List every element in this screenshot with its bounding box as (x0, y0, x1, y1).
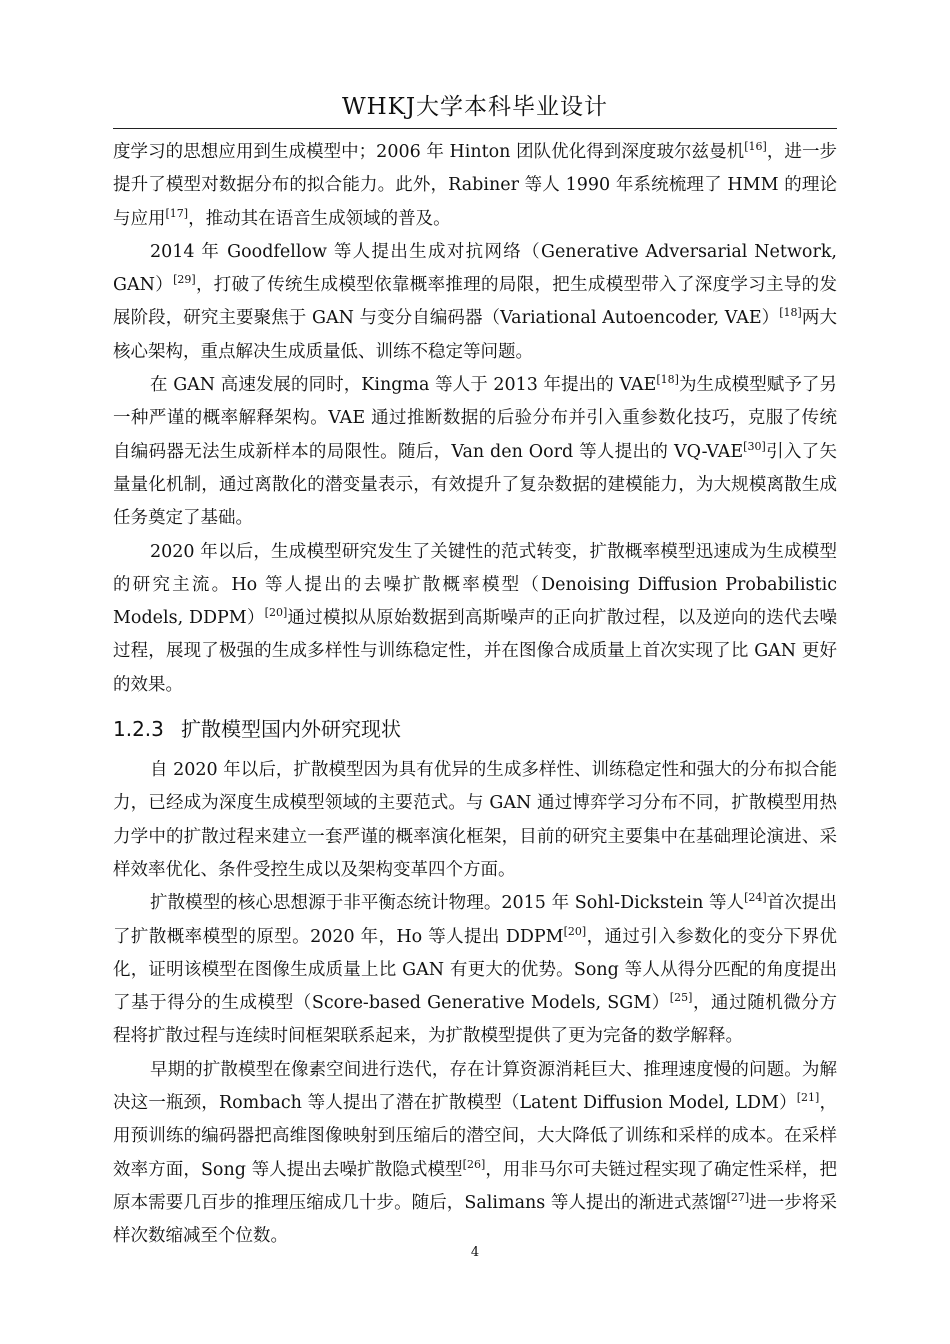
citation-marker: [16] (744, 140, 767, 154)
citation-marker: [18] (779, 306, 802, 320)
citation-marker: [26] (462, 1157, 486, 1171)
citation-marker: [30] (743, 439, 766, 453)
paragraph: 2014 年 Goodfellow 等人提出生成对抗网络（Generative Adversarial Network, GAN）[29]，打破了传统生成模型依靠概率推理的局限，把生成模型带入了深度学习主导的发展阶段，研究主要聚焦于 GAN 与变分自编码器（Variational Autoencoder, VAE）[18]两大核心架构，重点解决生成质量低、训练不稳定等问题。 (113, 241, 838, 362)
paragraph: 自 2020 年以后，扩散模型因为具有优异的生成多样性、训练稳定性和强大的分布拟合能力，已经成为深度生成模型领域的主要范式。与 GAN 通过博弈学习分布不同，扩散模型用热力学中的扩散过程来建立一套严谨的概率演化框架，目前的研究主要集中在基础理论演进、采样效率优化、条件受控生成以及架构变革四个方面。 (113, 760, 837, 880)
citation-marker: [24] (744, 891, 767, 905)
page-header: WHKJ大学本科毕业设计 (341, 94, 609, 120)
body-text (113, 136, 837, 1254)
paragraph: 早期的扩散模型在像素空间进行迭代，存在计算资源消耗巨大、推理速度慢的问题。为解决这一瓶颈，Rombach 等人提出了潜在扩散模型（Latent Diffusion Model, LDM）[21]，用预训练的编码器把高维图像映射到压缩后的潜空间，大大降低了训练和采样的成本。在采样效率方面，Song 等人提出去噪扩散隐式模型[26]，用非马尔可夫链过程实现了确定性采样，把原本需要几百步的推理压缩成几十步。随后，Salimans 等人提出的渐进式蒸馏[27]进一步将采样次数缩减至个位数。 (113, 1059, 838, 1247)
paragraph: 在 GAN 高速发展的同时，Kingma 等人于 2013 年提出的 VAE[18]为生成模型赋予了另一种严谨的概率解释架构。VAE 通过推断数据的后验分布并引入重参数化技巧，克服了传统自编码器无法生成新样本的局限性。随后，Van den Oord 等人提出的 VQ-VAE[30]引入了矢量量化机制，通过离散化的潜变量表示，有效提升了复杂数据的建模能力，为大规模离散生成任务奠定了基础。 (113, 373, 837, 529)
citation-marker: [20] (264, 606, 288, 620)
paragraph: 度学习的思想应用到生成模型中；2006 年 Hinton 团队优化得到深度玻尔兹曼机[16]，进一步提升了模型对数据分布的拟合能力。此外，Rabiner 等人 1990 年系统梳理了 HMM 的理论与应用[17]，推动其在语音生成领域的普及。 (113, 140, 837, 229)
header-divider (113, 128, 837, 129)
citation-marker: [27] (726, 1191, 750, 1205)
paragraph: 2020 年以后，生成模型研究发生了关键性的范式转变，扩散概率模型迅速成为生成模型的研究主流。Ho 等人提出的去噪扩散概率模型（Denoising Diffusion Probabilistic Models, DDPM）[20]通过模拟从原始数据到高斯噪声的正向扩散过程，以及逆向的迭代去噪过程，展现了极强的生成多样性与训练稳定性，并在图像合成质量上首次实现了比 GAN 更好的效果。 (113, 541, 837, 695)
citation-marker: [21] (796, 1091, 820, 1105)
citation-marker: [17] (165, 206, 189, 220)
section-title: 扩散模型国内外研究现状 (181, 717, 401, 742)
citation-marker: [29] (173, 273, 196, 287)
paragraph: 扩散模型的核心思想源于非平衡态统计物理。2015 年 Sohl-Dickstein 等人[24]首次提出了扩散概率模型的原型。2020 年，Ho 等人提出 DDPM[20]，通过引入参数化的变分下界优化，证明该模型在图像生成质量上比 GAN 有更大的优势。Song 等人从得分匹配的角度提出了基于得分的生成模型（Score-based Generative Models, SGM）[25]，通过随机微分方程将扩散过程与连续时间框架联系起来，为扩散模型提供了更为完备的数学解释。 (113, 891, 838, 1047)
citation-marker: [20] (563, 924, 587, 938)
section-number: 1.2.3 (113, 717, 164, 742)
section-heading (113, 714, 837, 744)
citation-marker: [25] (669, 991, 693, 1005)
page-number: 4 (470, 1245, 480, 1260)
citation-marker: [18] (656, 373, 679, 387)
